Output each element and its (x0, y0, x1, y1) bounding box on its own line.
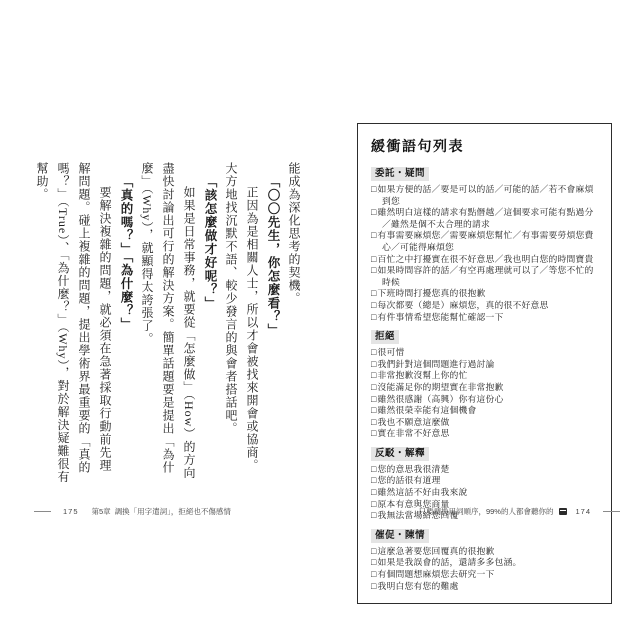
checklist-item (371, 557, 600, 569)
chapter-label: 第5章 (91, 507, 111, 516)
buffer-phrase-box (357, 123, 612, 604)
item-text: 下班時間打擾您真的很抱歉 (377, 288, 486, 299)
checkbox-icon: □ (371, 416, 377, 427)
checklist-item (371, 546, 600, 558)
checklist-item (371, 487, 600, 499)
checkbox-icon: □ (371, 358, 377, 369)
checkbox-icon: □ (371, 580, 377, 591)
checklist-item (371, 464, 600, 476)
item-text: 每次都要（總是）麻煩您，真的很不好意思 (377, 299, 549, 310)
checklist-item (371, 347, 600, 359)
checklist-item (371, 230, 600, 253)
checklist-item (371, 382, 600, 394)
checkbox-icon: □ (371, 487, 377, 498)
book-icon (559, 508, 567, 515)
checkbox-icon: □ (371, 475, 377, 486)
box-title: 緩衝語句列表 (371, 138, 464, 154)
category-label: 反駁・解釋 (371, 447, 429, 461)
checkbox-icon: □ (371, 393, 377, 404)
item-text: 有事需要麻煩您／需要麻煩您幫忙／有事需要勞煩您費心／可能得麻煩您 (377, 230, 594, 252)
checkbox-icon: □ (371, 288, 377, 299)
item-text: 雖然很感謝（高興）你有這份心 (377, 393, 504, 404)
checklist-item (371, 288, 600, 300)
checklist-item (371, 254, 600, 266)
item-text: 很可惜 (377, 347, 405, 358)
item-text: 雖然這話不好由我來說 (377, 487, 468, 498)
checklist-item (371, 359, 600, 371)
item-text: 如果是我誤會的話，還請多多包涵。 (377, 557, 522, 568)
intro-paragraph: 能成為深化思考的契機。 (287, 162, 301, 305)
checklist-item (371, 475, 600, 487)
section-paragraph: 如果是日常事務，就要從「怎麼做」（How）的方向盡快討論出可行的解決方案。簡單話題要是提出「為什麼」（Why），就顯得太誇張了。 (140, 162, 196, 480)
category-label: 催促・陳情 (371, 529, 429, 543)
category-label: 拒絕 (371, 330, 399, 344)
checkbox-icon: □ (371, 347, 377, 358)
checkbox-icon: □ (371, 311, 377, 322)
checklist-item (371, 207, 600, 230)
checkbox-icon: □ (371, 299, 377, 310)
item-text: 如果時間容許的話／有空再處理就可以了／等您不忙的時候 (377, 265, 594, 287)
checklist-item (371, 370, 600, 382)
checklist-item (371, 265, 600, 288)
checklist-item (371, 569, 600, 581)
checkbox-icon: □ (371, 253, 377, 264)
left-page-footer (34, 506, 231, 517)
item-text: 我也不願意這麼做 (377, 416, 450, 427)
checkbox-icon: □ (371, 381, 377, 392)
checklist-item (371, 417, 600, 429)
checkbox-icon: □ (371, 230, 377, 241)
checkbox-icon: □ (371, 569, 377, 580)
item-text: 百忙之中打擾實在很不好意思／我也明白您的時間寶貴 (377, 253, 594, 264)
item-text: 我明白您有您的難處 (377, 580, 459, 591)
checkbox-icon: □ (371, 557, 377, 568)
right-page-footer (418, 506, 620, 517)
checklist-item (371, 394, 600, 406)
section-heading: 「真的嗎？」「為什麼？」 (119, 174, 133, 331)
item-text: 您的話很有道理 (377, 475, 441, 486)
section-heading: 「該怎麼做才好呢？」 (203, 174, 217, 310)
checkbox-icon: □ (371, 463, 377, 474)
checkbox-icon: □ (371, 428, 377, 439)
item-text: 我無法當場給您回覆 (377, 510, 459, 521)
category-section (371, 522, 600, 592)
checkbox-icon: □ (371, 184, 377, 194)
checklist-item (371, 428, 600, 440)
item-text: 這麼急著要您回覆真的很抱歉 (377, 545, 495, 556)
checklist-item (371, 312, 600, 324)
checkbox-icon: □ (371, 405, 377, 416)
left-page-text (35, 162, 304, 484)
item-text: 如果方便的話／要是可以的話／可能的話／若不會麻煩到您 (377, 184, 594, 206)
checkbox-icon: □ (371, 265, 377, 276)
item-text: 沒能滿足你的期望實在非常抱歉 (377, 381, 504, 392)
buffer-list-categories (371, 163, 600, 592)
category-label: 委託・疑問 (371, 167, 429, 181)
page-number: 175 (63, 507, 79, 516)
checkbox-icon: □ (371, 207, 377, 218)
section-heading: 「〇〇先生，你怎麼看？」 (266, 174, 280, 337)
footer-rule (34, 511, 51, 512)
item-text: 雖然很榮幸能有這個機會 (377, 405, 477, 416)
checklist-item (371, 581, 600, 593)
checklist-item (371, 184, 600, 207)
section-paragraph: 要解決複雜的問題，就必須在急著採取行動前先理解問題。碰上複雜的問題，提出學術界最重要的「真的嗎？」（True）、「為什麼？」（Why），對於解決疑難很有幫助。 (35, 162, 112, 484)
checklist-item (371, 300, 600, 312)
checkbox-icon: □ (371, 545, 377, 556)
item-text: 有件事情希望您能幫忙確認一下 (377, 311, 504, 322)
item-text: 非常抱歉沒幫上你的忙 (377, 370, 468, 381)
category-section (371, 163, 600, 323)
item-text: 雖然明白這樣的請求有點僭越／這個要求可能有點過分／雖然是個不太合理的請求 (377, 207, 594, 229)
item-text: 有個問題想麻煩您去研究一下 (377, 569, 495, 580)
section-paragraph: 正因為是相關人士，所以才會被找來開會或協商。大方地找沉默不語、較少發言的與會者搭話吧。 (224, 162, 259, 472)
footer-rule (603, 511, 620, 512)
checkbox-icon: □ (371, 510, 377, 521)
left-page-sections (31, 162, 283, 484)
item-text: 原本有意與您商量 (377, 498, 450, 509)
page-number: 174 (575, 507, 591, 516)
item-text: 您的意思我很清楚 (377, 463, 450, 474)
checklist-item (371, 405, 600, 417)
chapter-title: 調換「用字遣詞」，拒絕也不傷感情 (114, 507, 231, 516)
book-title: 只要調換用詞順序，99%的人都會聽你的 (418, 507, 554, 516)
item-text: 我們針對這個問題進行過討論 (377, 358, 495, 369)
checkbox-icon: □ (371, 498, 377, 509)
checkbox-icon: □ (371, 370, 377, 381)
category-section (371, 323, 600, 440)
item-text: 實在非常不好意思 (377, 428, 450, 439)
